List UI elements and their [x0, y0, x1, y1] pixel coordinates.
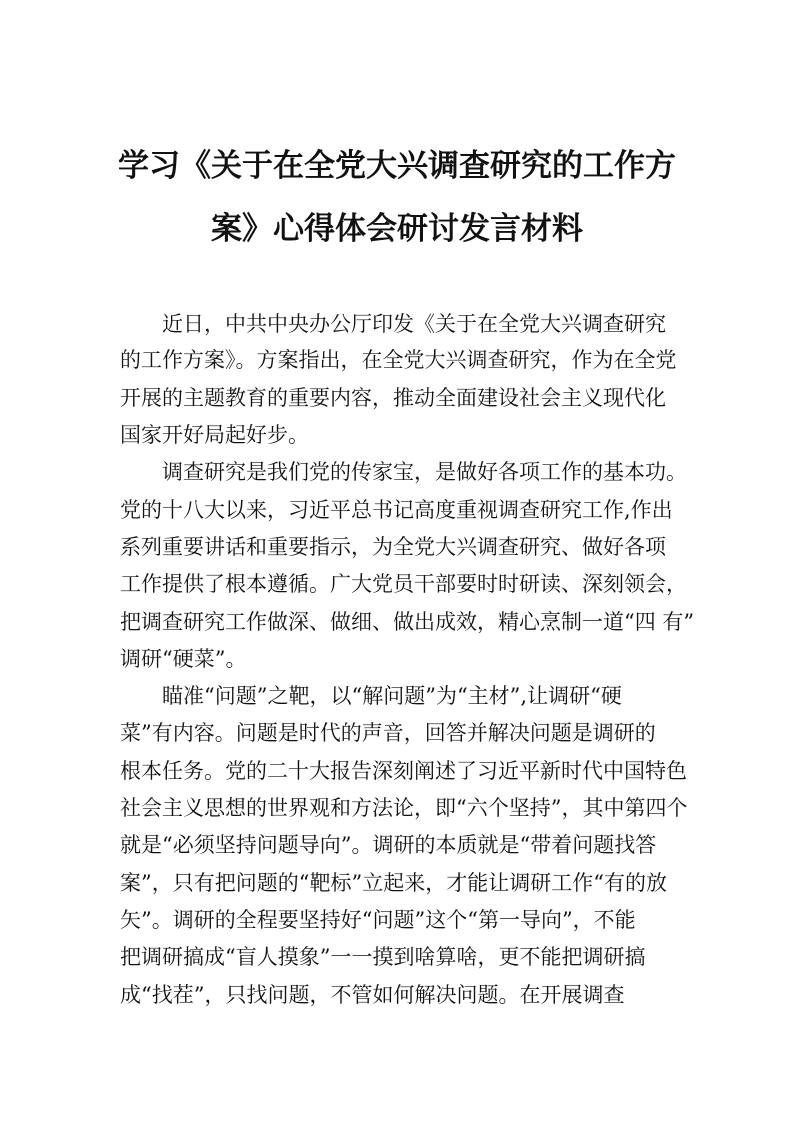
paragraph-3-line-8: 把调研搞成“盲人摸象”一一摸到啥算啥，更不能把调研搞	[120, 945, 646, 969]
document-title-line-1: 学习《关于在全党大兴调查研究的工作方	[118, 148, 676, 184]
paragraph-1-line-1: 近日，中共中央办公厅印发《关于在全党大兴调查研究	[162, 312, 666, 336]
paragraph-3-line-1: 瞄准“问题”之靶，以“解问题”为“主材”,让调研“硬	[162, 684, 622, 708]
paragraph-3-line-3: 根本任务。党的二十大报告深刻阐述了习近平新时代中国特色	[120, 759, 687, 783]
paragraph-3-line-7: 矢”。调研的全程要坚持好“问题”这个“第一导向”，不能	[120, 908, 636, 932]
paragraph-2-line-2: 党的十八大以来，习近平总书记高度重视调查研究工作,作出	[120, 498, 673, 522]
paragraph-1-line-4: 国家开好局起好步。	[120, 423, 309, 447]
paragraph-3-line-5: 就是“必须坚持问题导向”。调研的本质就是“带着问题找答	[120, 833, 657, 857]
paragraph-1-line-3: 开展的主题教育的重要内容，推动全面建设社会主义现代化	[120, 386, 666, 410]
paragraph-2-line-3: 系列重要讲话和重要指示，为全党大兴调查研究、做好各项	[120, 535, 666, 559]
paragraph-2-line-1: 调查研究是我们党的传家宝，是做好各项工作的基本功。	[162, 460, 687, 484]
paragraph-2-line-5: 把调查研究工作做深、做细、做出成效，精心烹制一道“四 有”	[120, 610, 695, 634]
paragraph-3-line-2: 菜”有内容。问题是时代的声音，回答并解决问题是调研的	[120, 721, 656, 745]
paragraph-1-line-2: 的工作方案》。方案指出，在全党大兴调查研究，作为在全党	[120, 348, 677, 372]
document-title-line-2: 案》心得体会研讨发言材料	[211, 211, 583, 247]
paragraph-2-line-4: 工作提供了根本遵循。广大党员干部要时时研读、深刻领会，	[120, 572, 687, 596]
paragraph-2-line-6: 调研“硬菜”。	[120, 647, 247, 671]
paragraph-3-line-4: 社会主义思想的世界观和方法论，即“六个坚持”，其中第四个	[120, 796, 688, 820]
paragraph-3-line-9: 成“找茬”，只找问题，不管如何解决问题。在开展调查	[120, 983, 625, 1007]
paragraph-3-line-6: 案”，只有把问题的“靶标”立起来，才能让调研工作“有的放	[120, 871, 667, 895]
